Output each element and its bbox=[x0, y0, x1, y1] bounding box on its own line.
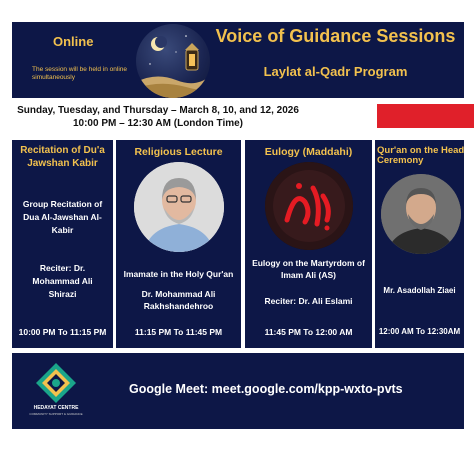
schedule-days: Sunday, Tuesday, and Thursday – March 8, 10, and 12, 2026 bbox=[17, 105, 299, 116]
program-title: Voice of Guidance Sessions bbox=[215, 26, 456, 46]
card-religious-lecture bbox=[116, 140, 241, 348]
lecturer-name: Dr. Mohammad Ali Rakhshandehroo bbox=[141, 289, 216, 311]
card-time: 11:15 PM To 11:45 PM bbox=[134, 327, 223, 337]
footer-banner bbox=[12, 353, 464, 429]
eulogy-reciter: Reciter: Dr. Ali Eslami bbox=[264, 296, 353, 306]
google-meet-link[interactable]: Google Meet: meet.google.com/kpp-wxto-pvts bbox=[129, 382, 403, 396]
online-label: Online bbox=[53, 34, 94, 49]
card-dua-recitation bbox=[12, 140, 113, 348]
ceremony-leader-portrait bbox=[381, 174, 461, 254]
card-time: 10:00 PM To 11:15 PM bbox=[18, 327, 107, 337]
schedule-hours: 10:00 PM – 12:30 AM (London Time) bbox=[72, 118, 244, 129]
lecture-topic: Imamate in the Holy Qur'an bbox=[123, 269, 234, 279]
card-title: Qur'an on the Head Ceremony bbox=[377, 145, 465, 166]
red-accent-bar bbox=[377, 104, 474, 128]
header-banner bbox=[12, 22, 464, 98]
card-reciter: Reciter: Dr. Mohammad Ali Shirazi bbox=[32, 263, 93, 299]
card-eulogy bbox=[245, 140, 372, 348]
card-time: 12:00 AM To 12:30AM bbox=[378, 327, 461, 336]
card-time: 11:45 PM To 12:00 AM bbox=[264, 327, 353, 337]
online-note: The session will be held in online simultaneously bbox=[32, 66, 128, 81]
hedayat-centre-logo bbox=[28, 361, 84, 423]
schedule-info bbox=[8, 104, 308, 130]
ceremony-leader-name: Mr. Asadollah Ziaei bbox=[383, 286, 456, 295]
imam-ali-calligraphy-image bbox=[265, 162, 353, 250]
crescent-lantern-image bbox=[136, 24, 210, 98]
card-quran-ceremony bbox=[375, 140, 464, 348]
card-title: Recitation of Du'a Jawshan Kabir bbox=[20, 145, 105, 169]
lecturer-portrait bbox=[134, 162, 224, 252]
logo-name: HEDAYAT CENTRE bbox=[33, 405, 79, 411]
logo-tagline: COMMUNITY SUPPORT & GUIDANCE bbox=[29, 412, 83, 416]
program-subtitle: Laylat al-Qadr Program bbox=[263, 64, 408, 79]
card-title: Religious Lecture bbox=[134, 146, 223, 158]
eulogy-topic: Eulogy on the Martyrdom of Imam Ali (AS) bbox=[252, 258, 365, 280]
card-title: Eulogy (Maddahi) bbox=[264, 146, 353, 158]
card-description: Group Recitation of Dua Al-Jawshan Al-Kabir bbox=[22, 199, 103, 235]
logo-emblem-icon bbox=[28, 361, 84, 405]
